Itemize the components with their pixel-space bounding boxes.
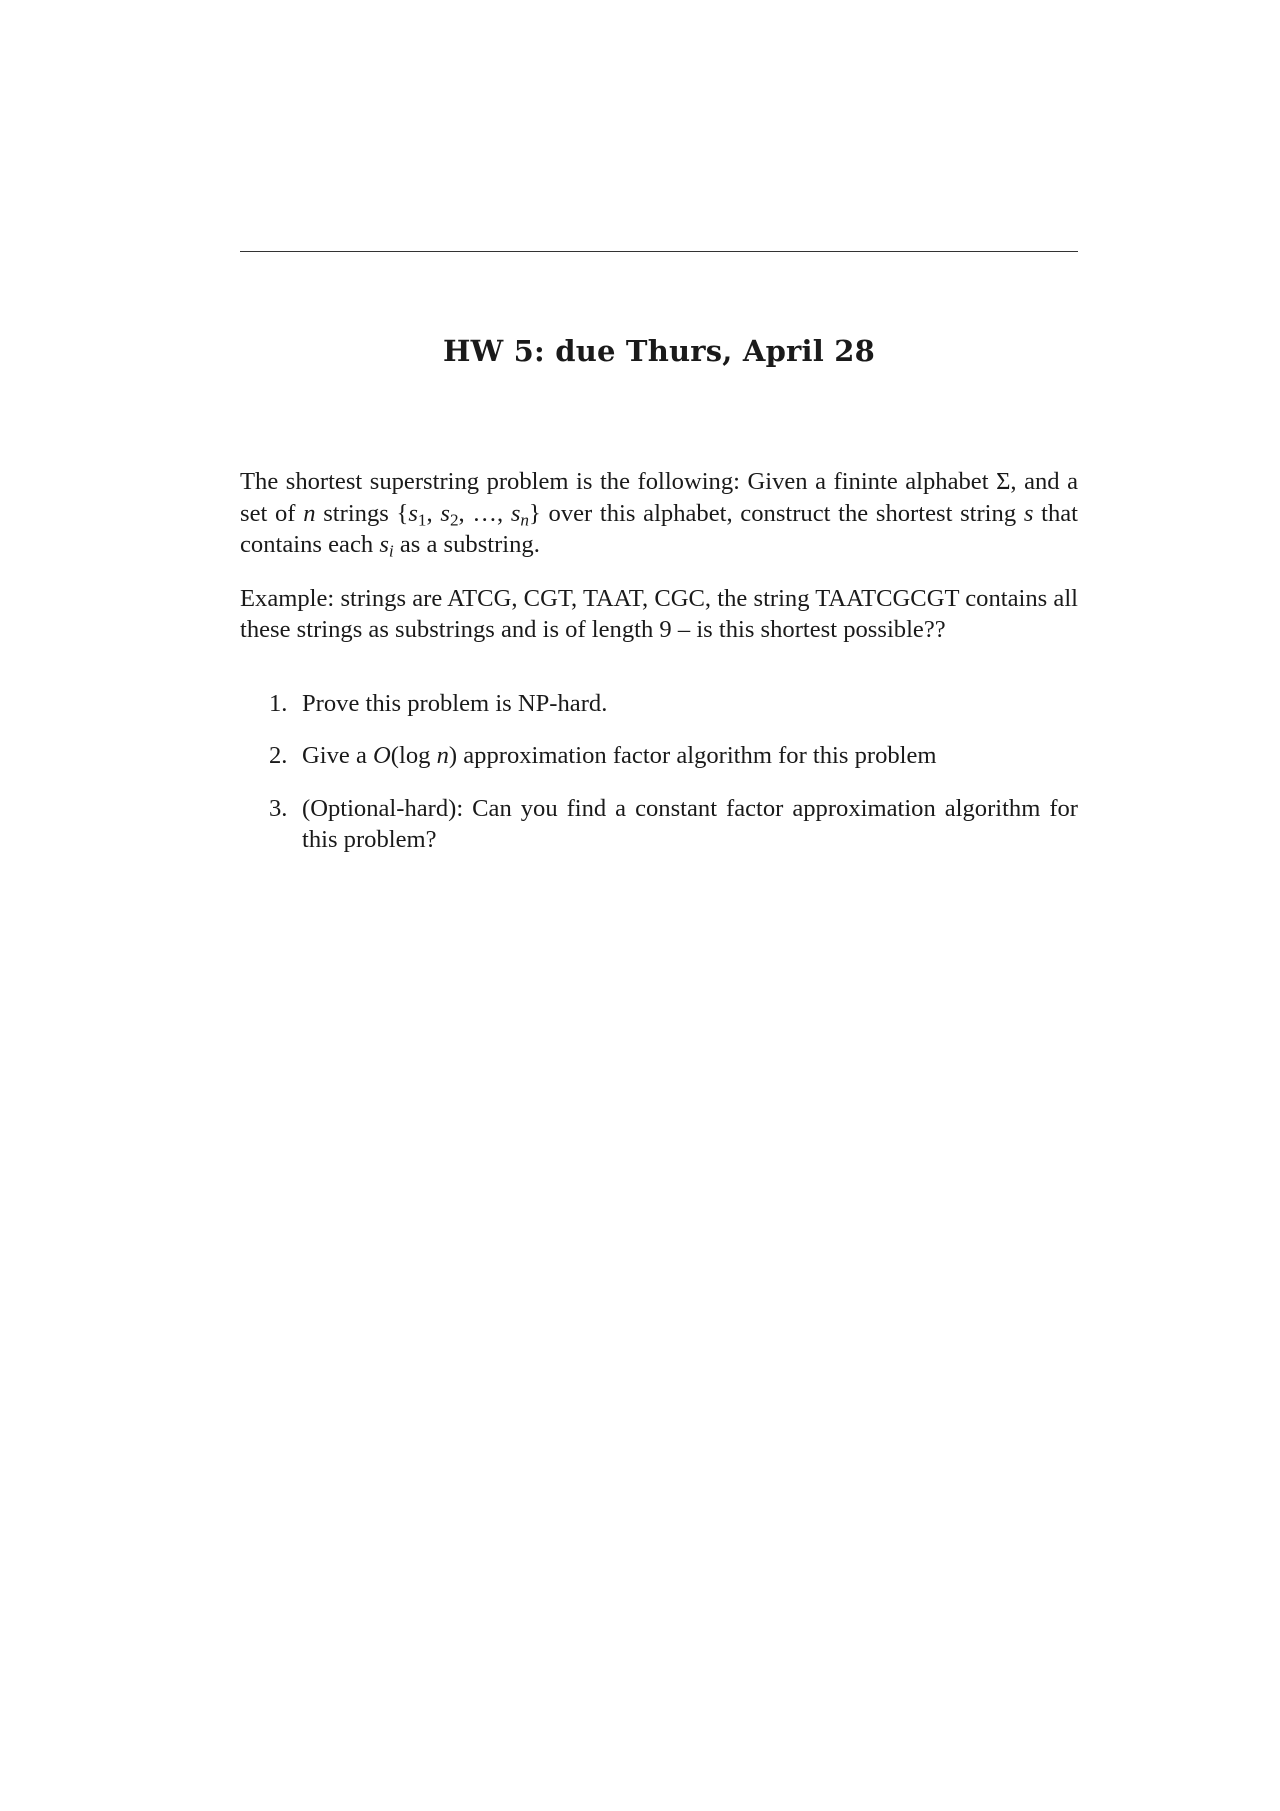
header-rule [240,251,1078,252]
task-list [240,688,1078,856]
list-item [269,793,1078,856]
paren-open: ( [390,742,399,769]
math-variable: n [436,742,449,769]
example-paragraph: Example: strings are ATCG, CGT, TAAT, CGC, the string TAATCGCGT contains all these strings as substrings and is of length 9 – is this shortest possible?? [240,584,1078,643]
subscript: i [388,541,394,561]
list-item [269,740,1078,772]
math-variable: s [408,499,418,527]
paragraph-text: as a substring. [399,531,540,558]
ellipsis: … [472,499,497,527]
list-number: 3. [269,794,288,822]
list-item-text: approximation factor algorithm for this problem [463,742,937,769]
paragraph-text: that contains each [240,499,1078,558]
math-variable: O [373,742,391,769]
math-variable: n [303,499,316,527]
list-item-text: Prove this problem is NP-hard. [302,689,608,717]
string-set: {$s_1$, $s_2$, …, $s_n$} [396,499,541,529]
math-variable: s [440,499,450,527]
paragraph-text: , and a set of [240,468,1079,527]
subscript: n [520,509,530,529]
log-operator: log [399,742,431,769]
big-o-expression [373,742,457,769]
subscript: 2 [449,509,459,529]
problem-paragraph [240,466,1078,561]
paragraph-text: over this alphabet, construct the shortest string [548,499,1017,527]
math-variable: s [1023,499,1034,527]
math-variable: s [379,531,389,558]
list-number: 1. [269,689,288,717]
paragraph-text: strings [323,499,389,527]
list-item-text: (Optional-hard): Can you find a constant factor approximation algorithm for this problem? [302,794,1078,853]
list-item-text: Give a [302,742,367,769]
paragraph-text: The shortest superstring problem is the following: Given a fininte alphabet [240,468,989,495]
brace-close: } [529,499,541,527]
page-title: HW 5: due Thurs, April 28 [442,334,876,368]
document-body [240,466,1078,877]
subscript: 1 [417,509,427,529]
list-item [269,688,1078,720]
list-number: 2. [269,742,288,769]
brace-open: { [396,499,409,527]
sigma-symbol: Σ [996,468,1011,495]
paren-close: ) [448,742,458,769]
math-variable: s [510,499,521,527]
